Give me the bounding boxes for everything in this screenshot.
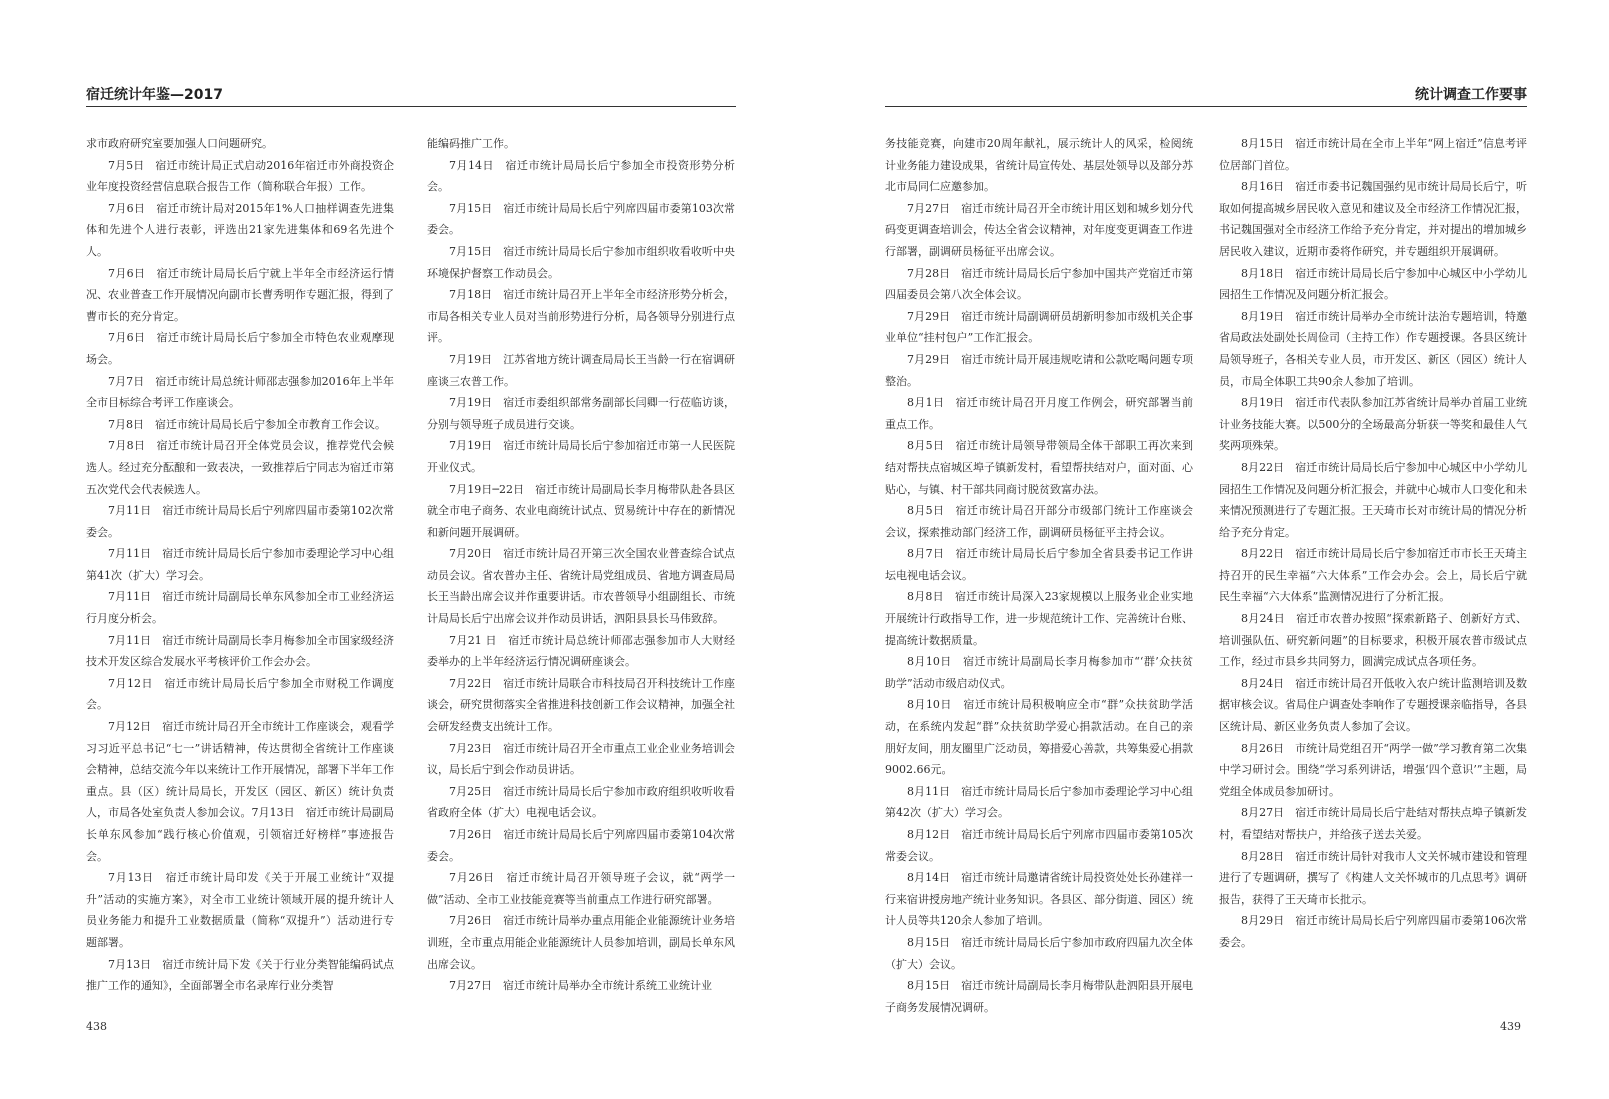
chronicle-entry: 7月21 日 宿迁市统计局总统计师邵志强参加市人大财经委举办的上半年经济运行情况调研座谈会。 xyxy=(427,633,735,669)
chronicle-entry: 7月15日 宿迁市统计局局长后宁列席四届市委第103次常委会。 xyxy=(427,201,735,237)
running-header-right: 统计调查工作要事 xyxy=(885,84,1527,107)
chronicle-entry: 7月11日 宿迁市统计局副局长单东风参加全市工业经济运行月度分析会。 xyxy=(86,590,394,626)
chronicle-entry: 8月11日 宿迁市统计局局长后宁参加市委理论学习中心组第42次（扩大）学习会。 xyxy=(885,784,1193,820)
chronicle-entry: 7月25日 宿迁市统计局局长后宁参加市政府组织收听收看省政府全体（扩大）电视电话会议。 xyxy=(427,784,735,820)
chronicle-entry: 7月22日 宿迁市统计局联合市科技局召开科技统计工作座谈会，研究贯彻落实全省推进科技创新工作会议精神，加强全社会研发经费支出统计工作。 xyxy=(427,676,735,734)
chronicle-entry: 8月12日 宿迁市统计局局长后宁列席市四届市委第105次常委会议。 xyxy=(885,828,1193,863)
chronicle-entry: 7月28日 宿迁市统计局局长后宁参加中国共产党宿迁市第四届委员会第八次全体会议。 xyxy=(885,266,1193,302)
chronicle-entry: 7月20日 宿迁市统计局召开第三次全国农业普查综合试点动员会议。省农普办主任、省统计局党组成员、省地方调查局局长王当龄出席会议并作重要讲话。市农普领导小组副组长、市统计局局长后宁出席会议并作动员讲话，泗阳县县长马伟致辞。 xyxy=(427,547,735,626)
chronicle-entry: 7月11日 宿迁市统计局局长后宁列席四届市委第102次常委会。 xyxy=(86,504,394,539)
running-header-left: 宿迁统计年鉴—2017 xyxy=(86,84,736,107)
chronicle-entry: 7月18日 宿迁市统计局召开上半年全市经济形势分析会，市局各相关专业人员对当前形势进行分析，局各领导分别进行点评。 xyxy=(427,288,735,345)
chronicle-entry: 7月26日 宿迁市统计局举办重点用能企业能源统计业务培训班，全市重点用能企业能源统计人员参加培训，副局长单东风出席会议。 xyxy=(427,914,735,971)
chronicle-entry: 8月5日 宿迁市统计局领导带领局全体干部职工再次来到结对帮扶点宿城区埠子镇新发村，看望帮扶结对户，面对面、心贴心，与镇、村干部共同商讨脱贫致富办法。 xyxy=(885,439,1193,496)
chronicle-entry: 能编码推广工作。 xyxy=(427,137,515,150)
chronicle-entry: 8月10日 宿迁市统计局副局长李月梅参加市“‘群’众扶贫助学”活动市级启动仪式。 xyxy=(885,655,1193,690)
chronicle-entry: 7月29日 宿迁市统计局副调研员胡新明参加市级机关企事业单位“挂村包户”工作汇报会。 xyxy=(885,309,1193,345)
chronicle-entry: 8月1日 宿迁市统计局召开月度工作例会，研究部署当前重点工作。 xyxy=(885,396,1193,431)
chronicle-entry: 7月6日 宿迁市统计局局长后宁参加全市特色农业观摩现场会。 xyxy=(86,331,394,366)
chronicle-entry: 8月27日 宿迁市统计局局长后宁赴结对帮扶点埠子镇新发村，看望结对帮扶户，并给孩子送去关爱。 xyxy=(1219,806,1527,841)
chronicle-entry: 7月6日 宿迁市统计局对2015年1%人口抽样调查先进集体和先进个人进行表彰，评选出21家先进集体和69名先进个人。 xyxy=(86,201,394,258)
chronicle-entry: 7月27日 宿迁市统计局召开全市统计用区划和城乡划分代码变更调查培训会，传达全省会议精神，对年度变更调查工作进行部署，副调研员杨征平出席会议。 xyxy=(885,201,1193,258)
chronicle-entry: 7月19日─22日 宿迁市统计局副局长李月梅带队赴各县区就全市电子商务、农业电商统计试点、贸易统计中存在的新情况和新问题开展调研。 xyxy=(427,482,735,539)
chronicle-entry: 8月19日 宿迁市统计局举办全市统计法治专题培训，特邀省局政法处副处长周俭司（主持工作）作专题授课。各县区统计局领导班子，各相关专业人员，市开发区、新区（园区）统计人员，市局全体职工共90余人参加了培训。 xyxy=(1219,309,1527,388)
right-page xyxy=(800,0,1609,1099)
chronicle-entry: 7月11日 宿迁市统计局副局长李月梅参加全市国家级经济技术开发区综合发展水平考核评价工作会办会。 xyxy=(86,633,394,669)
chronicle-entry: 8月7日 宿迁市统计局局长后宁参加全省县委书记工作讲坛电视电话会议。 xyxy=(885,547,1193,582)
chronicle-entry: 8月14日 宿迁市统计局邀请省统计局投资处处长孙建祥一行来宿讲授房地产统计业务知识。各县区、部分街道、园区）统计人员等共120余人参加了培训。 xyxy=(885,871,1193,928)
chronicle-entry: 8月5日 宿迁市统计局召开部分市级部门统计工作座谈会会议，探索推动部门经济工作，副调研员杨征平主持会议。 xyxy=(885,504,1193,539)
chronicle-entry: 7月15日 宿迁市统计局局长后宁参加市组织收看收听中央环境保护督察工作动员会。 xyxy=(427,244,735,280)
chronicle-entry: 8月29日 宿迁市统计局局长后宁列席四届市委第106次常委会。 xyxy=(1219,914,1527,949)
chronicle-entry: 7月26日 宿迁市统计局召开领导班子会议，就“两学一做”活动、全市工业技能竞赛等当前重点工作进行研究部署。 xyxy=(427,871,735,906)
chronicle-entry: 8月15日 宿迁市统计局在全市上半年“网上宿迁”信息考评位居部门首位。 xyxy=(1219,137,1527,172)
chronicle-entry: 务技能竞赛，向建市20周年献礼，展示统计人的风采，检阅统计业务能力建设成果，省统计局宣传处、基层处领导以及部分苏北市局同仁应邀参加。 xyxy=(885,137,1193,194)
chronicle-entry: 8月18日 宿迁市统计局局长后宁参加中心城区中小学幼儿园招生工作情况及问题分析汇报会。 xyxy=(1219,266,1527,302)
chronicle-entry: 7月11日 宿迁市统计局局长后宁参加市委理论学习中心组第41次（扩大）学习会。 xyxy=(86,547,394,582)
chronicle-entry: 8月22日 宿迁市统计局局长后宁参加中心城区中小学幼儿园招生工作情况及问题分析汇报会，并就中心城市人口变化和未来情况预测进行了专题汇报。王天琦市长对市统计局的情况分析给予充分肯定。 xyxy=(1219,460,1527,539)
chronicle-entry: 8月28日 宿迁市统计局针对我市人文关怀城市建设和管理进行了专题调研，撰写了《构建人文关怀城市的几点思考》调研报告，获得了王天琦市长批示。 xyxy=(1219,849,1527,906)
chronicle-entry: 8月24日 宿迁市统计局召开低收入农户统计监测培训及数据审核会议。省局住户调查处李响作了专题授课亲临指导，各县区统计局、新区业务负责人参加了会议。 xyxy=(1219,676,1527,734)
page-number-left: 438 xyxy=(86,1020,107,1033)
chronicle-entry: 7月8日 宿迁市统计局局长后宁参加全市教育工作会议。 xyxy=(108,417,386,431)
chronicle-entry: 8月24日 宿迁市农普办按照“探索新路子、创新好方式、培训强队伍、研究新问题”的目标要求，积极开展农普市级试点工作，经过市县乡共同努力，圆满完成试点各项任务。 xyxy=(1219,612,1527,669)
chronicle-entry: 7月14日 宿迁市统计局局长后宁参加全市投资形势分析会。 xyxy=(427,158,735,194)
page-number-right: 439 xyxy=(1500,1020,1521,1033)
left-page-column-1 xyxy=(86,133,394,997)
chronicle-entry: 7月19日 宿迁市统计局局长后宁参加宿迁市第一人民医院开业仪式。 xyxy=(427,439,735,474)
chronicle-entry: 7月7日 宿迁市统计局总统计师邵志强参加2016年上半年全市目标综合考评工作座谈会。 xyxy=(86,374,394,410)
chronicle-entry: 7月29日 宿迁市统计局开展违规吃请和公款吃喝问题专项整治。 xyxy=(885,352,1193,388)
chronicle-entry: 7月26日 宿迁市统计局局长后宁列席四届市委第104次常委会。 xyxy=(427,828,735,863)
left-page-column-2 xyxy=(427,133,735,997)
chronicle-entry: 7月13日 宿迁市统计局印发《关于开展工业统计“双提升”活动的实施方案》，对全市工业统计领域开展的提升统计人员业务能力和提升工业数据质量（简称“双提升”）活动进行专题部署。 xyxy=(86,871,394,949)
chronicle-entry: 8月15日 宿迁市统计局副局长李月梅带队赴泗阳县开展电子商务发展情况调研。 xyxy=(885,979,1193,1014)
chronicle-entry: 8月16日 宿迁市委书记魏国强约见市统计局局长后宁，听取如何提高城乡居民收入意见和建议及全市经济工作情况汇报，书记魏国强对全市经济工作给予充分肯定，并对提出的增加城乡居民收入建议，近期市委将作研究，并专题组织开展调研。 xyxy=(1219,180,1527,258)
chronicle-entry: 7月12日 宿迁市统计局局长后宁参加全市财税工作调度会。 xyxy=(86,676,394,712)
right-page-column-1 xyxy=(885,133,1193,1018)
chronicle-entry: 7月12日 宿迁市统计局召开全市统计工作座谈会，观看学习习近平总书记“七一”讲话精神，传达贯彻全省统计工作座谈会精神，总结交流今年以来统计工作开展情况，部署下半年工作重点。县（区）统计局局长，开发区（园区、新区）统计负责人，市局各处室负责人参加会议。7月13日 宿迁市统计局副局长单东风参加“践行核心价值观，引领宿迁好榜样”事迹报告会。 xyxy=(86,720,394,863)
chronicle-entry: 7月6日 宿迁市统计局局长后宁就上半年全市经济运行情况、农业普查工作开展情况向副市长曹秀明作专题汇报，得到了曹市长的充分肯定。 xyxy=(86,266,394,323)
chronicle-entry: 8月22日 宿迁市统计局局长后宁参加宿迁市市长王天琦主持召开的民生幸福“六大体系”工作会办会。会上，局长后宁就民生幸福“六大体系”监测情况进行了分析汇报。 xyxy=(1219,547,1527,604)
chronicle-entry: 8月10日 宿迁市统计局积极响应全市“群”众扶贫助学活动，在系统内发起“群”众扶贫助学爱心捐款活动。在自己的亲朋好友间，朋友圈里广泛动员，筹措爱心善款，共筹集爱心捐款9002.66元。 xyxy=(885,698,1193,777)
right-page-column-2 xyxy=(1219,133,1527,954)
chronicle-entry: 8月26日 市统计局党组召开“两学一做”学习教育第二次集中学习研讨会。围绕“学习系列讲话，增强‘四个意识’”主题，局党组全体成员参加研讨。 xyxy=(1219,741,1527,798)
chronicle-entry: 7月19日 宿迁市委组织部常务副部长闫卿一行莅临访谈，分别与领导班子成员进行交谈。 xyxy=(427,396,735,431)
chronicle-entry: 7月27日 宿迁市统计局举办全市统计系统工业统计业 xyxy=(449,979,712,993)
chronicle-entry: 7月8日 宿迁市统计局召开全体党员会议，推荐党代会候选人。经过充分酝酿和一致表决，一致推荐后宁同志为宿迁市第五次党代会代表候选人。 xyxy=(86,439,394,496)
chronicle-entry: 求市政府研究室要加强人口问题研究。 xyxy=(86,137,273,150)
chronicle-entry: 7月23日 宿迁市统计局召开全市重点工业企业业务培训会议，局长后宁到会作动员讲话。 xyxy=(427,741,735,777)
left-page xyxy=(0,0,790,1099)
chronicle-entry: 8月19日 宿迁市代表队参加江苏省统计局举办首届工业统计业务技能大赛。以500分的全场最高分斩获一等奖和最佳人气奖两项殊荣。 xyxy=(1219,396,1527,453)
chronicle-entry: 7月5日 宿迁市统计局正式启动2016年宿迁市外商投资企业年度投资经营信息联合报告工作（简称联合年报）工作。 xyxy=(86,158,394,194)
chronicle-entry: 7月19日 江苏省地方统计调查局局长王当龄一行在宿调研座谈三农普工作。 xyxy=(427,352,735,388)
chronicle-entry: 7月13日 宿迁市统计局下发《关于行业分类智能编码试点推广工作的通知》，全面部署全市名录库行业分类智 xyxy=(86,957,394,993)
chronicle-entry: 8月8日 宿迁市统计局深入23家规模以上服务业企业实地开展统计行政指导工作，进一步规范统计工作、完善统计台账、提高统计数据质量。 xyxy=(885,590,1193,647)
chronicle-entry: 8月15日 宿迁市统计局局长后宁参加市政府四届九次全体（扩大）会议。 xyxy=(885,935,1193,971)
